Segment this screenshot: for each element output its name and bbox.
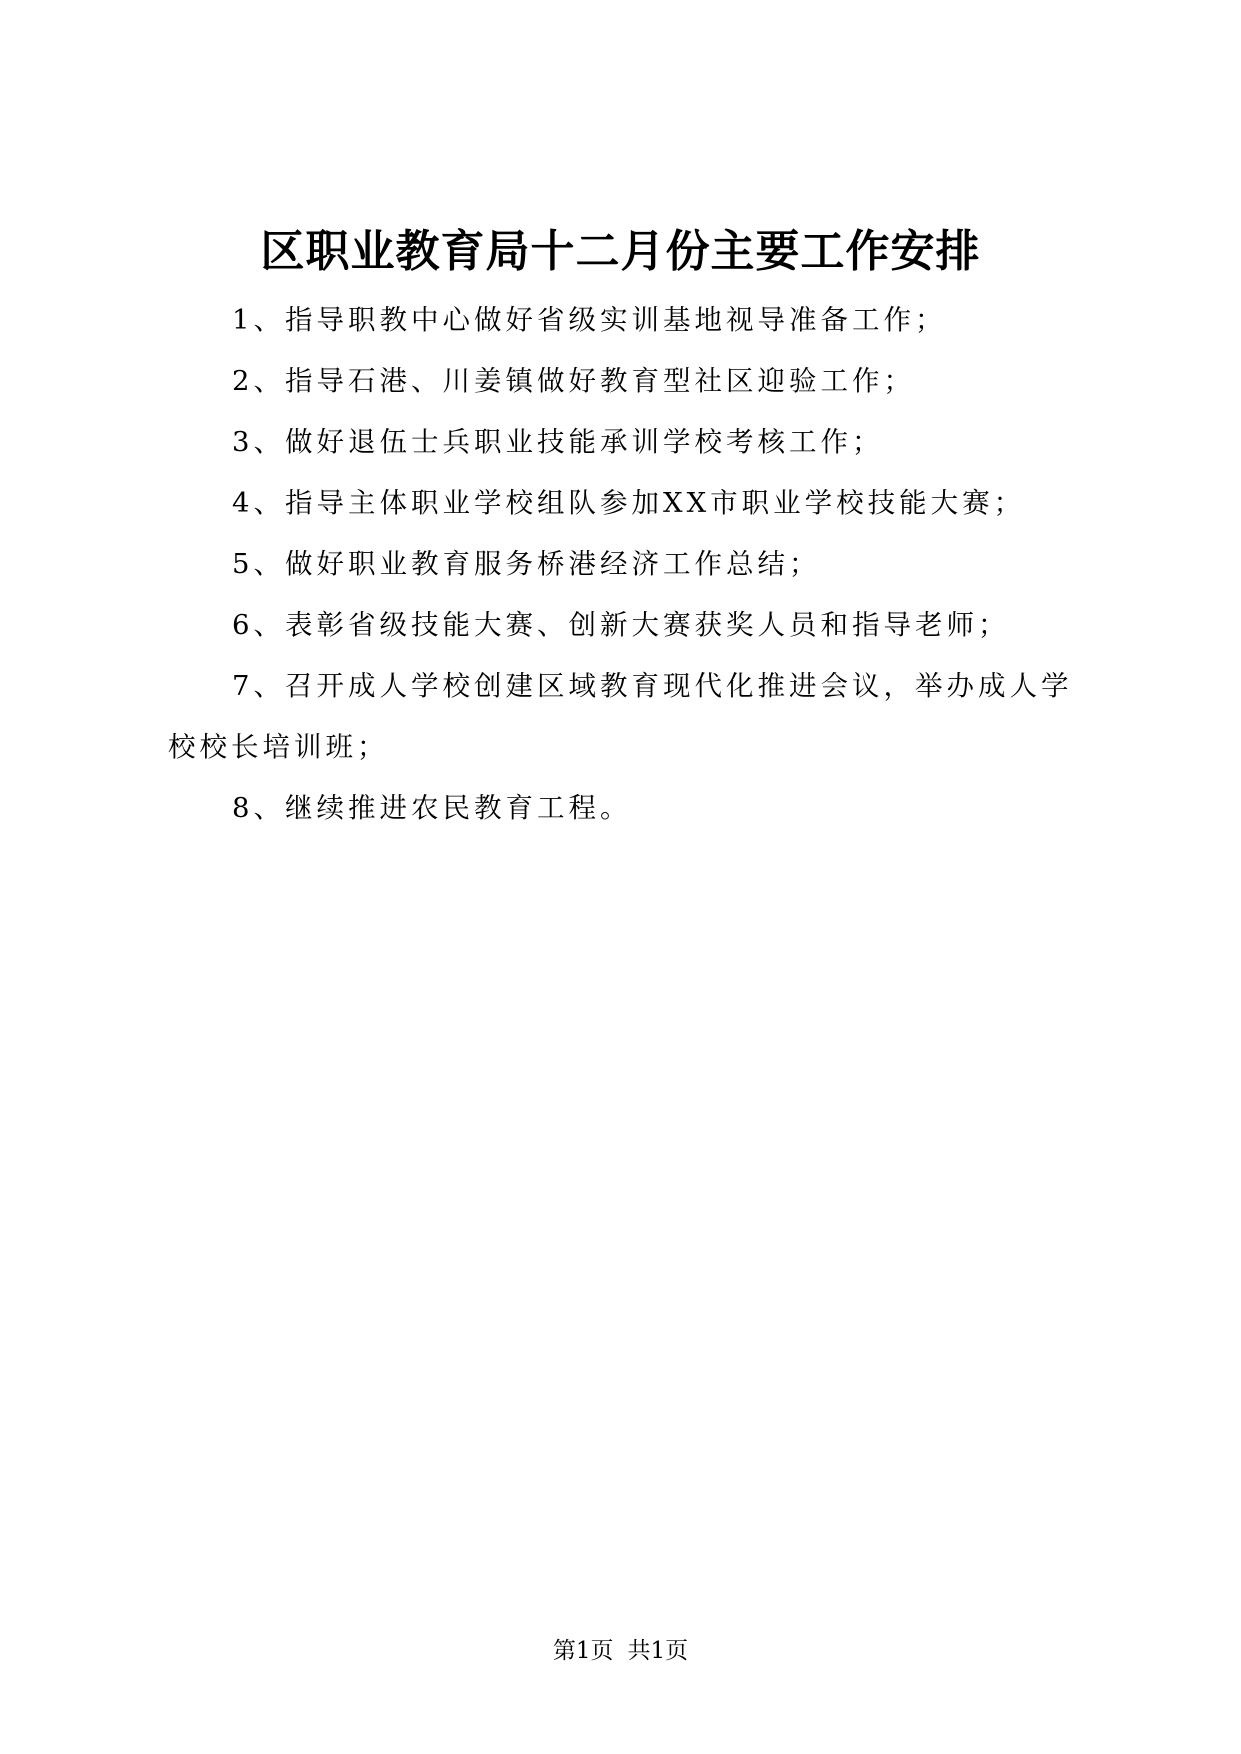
list-item: 6、表彰省级技能大赛、创新大赛获奖人员和指导老师； [232,609,1010,641]
list-item: 3、做好退伍士兵职业技能承训学校考核工作； [232,426,884,458]
document-body [168,290,1086,839]
document-title: 区职业教育局十二月份主要工作安排 [260,226,981,277]
list-item: 4、指导主体职业学校组队参加XX市职业学校技能大赛； [232,487,1026,519]
list-item: 5、做好职业教育服务桥港经济工作总结； [232,548,821,580]
list-item: 8、继续推进农民教育工程。 [232,792,632,824]
list-item: 2、指导石港、川姜镇做好教育型社区迎验工作； [232,365,915,397]
list-item: 7、召开成人学校创建区域教育现代化推进会议，举办成人学校校长培训班； [168,670,1073,763]
list-item: 1、指导职教中心做好省级实训基地视导准备工作； [232,304,947,336]
page-number-current: 第1页 [552,1638,614,1664]
page-number-total: 共1页 [627,1638,689,1664]
page-footer [0,1636,1241,1666]
